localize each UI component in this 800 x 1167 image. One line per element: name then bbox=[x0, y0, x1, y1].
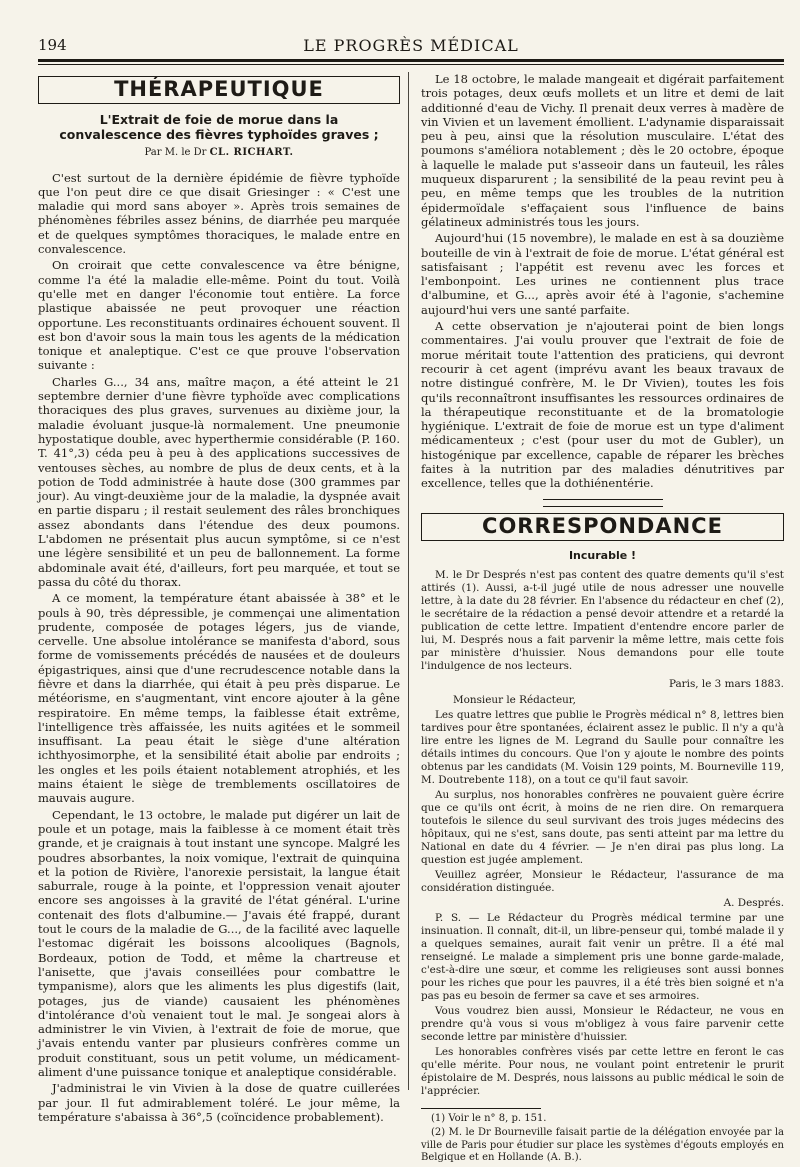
header-rule-thin bbox=[38, 64, 784, 65]
byline-author: CL. RICHART. bbox=[209, 147, 294, 159]
column-divider bbox=[408, 72, 409, 1090]
letter-paragraph: Veuillez agréer, Monsieur le Rédacteur, l'assurance de ma considération distinguée. bbox=[421, 868, 784, 894]
paragraph: Le 18 octobre, le malade mangeait et digérait parfaitement trois potages, deux œufs mollets et un litre et demi de lait additionné d'eau de Vichy. Il prenait deux verres à madère de vin Vivien et un lavement émollient. L'adynamie disparaissait peu à peu, ainsi que la résolution musculaire. L'état des poumons s'améliora notablement ; dès le 20 octobre, époque à laquelle le malade put s'asseoir dans un fauteuil, les râles muqueux disparurent ; la sensibilité de la peau revint peu à peu, en même temps que les troubles de la nutrition épidermoïdale s'effaçaient sous l'influence de bains gélatineux administrés tous les jours. bbox=[421, 72, 784, 229]
header-rule bbox=[38, 59, 784, 62]
right-column bbox=[421, 72, 784, 1167]
salutation: Monsieur le Rédacteur, bbox=[453, 693, 576, 706]
paragraph: On croirait que cette convalescence va être bénigne, comme l'a été la maladie elle-même. Point du tout. Voilà qu'elle met en danger l'économie tout entière. La force plastique abaissée ne peut provoquer une réaction opportune. Les reconstituants ordinaires échouent souvent. Il est bon d'avoir sous la main tous les agents de la médication tonique et analeptique. C'est ce que prouve l'observation suivante : bbox=[38, 258, 400, 373]
page-number: 194 bbox=[38, 36, 67, 54]
postscript-paragraph: P. S. — Le Rédacteur du Progrès médical termine par une insinuation. Il connaît, dit-il, un libre-penseur qui, tombé malade il y a quelques semaines, aurait fait venir un prêtre. Il a été mal renseigné. Le malade a simplement pris une bonne garde-malade, c'est-à-dire une sœur, et comme les religieuses sont aussi bonnes pour les riches que pour les pauvres, il a été très bien soigné et n'a pas pas eu besoin de fermer sa cave et ses armoires. bbox=[421, 911, 784, 1002]
section-title-therapeutique: THÉRAPEUTIQUE bbox=[114, 77, 324, 101]
correspondance-subtitle: Incurable ! bbox=[568, 548, 637, 562]
paragraph: Cependant, le 13 octobre, le malade put digérer un lait de poule et un potage, mais la faiblesse à ce moment était très grande, et je craignais à tout instant une syncope. Malgré les poudres absorbantes, la noix vomique, l'extrait de quinquina et la potion de Rivière, l'anorexie persistait, la langue était saburrale, rouge à la pointe, et l'oppression venait ajouter encore ses angoisses à la gravité de l'état général. L'urine contenait des flots d'albumine.— J'avais été frappé, durant tout le cours de la maladie de G..., de la facilité avec laquelle l'estomac digérait les boissons alcooliques (Bagnols, Bordeaux, potion de Todd, et même la chartreuse et l'anisette, que j'avais conseillées pour combattre le tympanisme), alors que les aliments les plus digestifs (lait, potages, jus de viande) causaient les phénomènes d'intolérance d'où venaient tout le mal. Je songeai alors à administrer le vin Vivien, à l'extrait de foie de morue, que j'avais entendu vanter par plusieurs confrères comme un produit constituant, sous un petit volume, un médicament-aliment d'une puissance tonique et analeptique considérable. bbox=[38, 807, 400, 1079]
left-column bbox=[38, 72, 400, 1126]
paragraph: A ce moment, la température étant abaissée à 38° et le pouls à 90, très dépressible, je commençai une alimentation prudente, composée de potages légers, jus de viande, cervelle. Une absolue intolérance se manifesta d'abord, sous forme de vomissements précédés de nausées et de douleurs épigastriques, ainsi que d'une recrudescence notable dans la fièvre et dans la diarrhée, qui était à peu près disparue. Le météorisme, en s'augmentant, vint encore ajouter à la gêne respiratoire. En même temps, la faiblesse était extrême, l'intelligence très affaissée, les nuits agitées et le sommeil insuffisant. La peau était le siège d'une altération ichthyosimorphe, et la sensibilité était abolie par endroits ; les ongles et les poils étaient notablement atrophiés, et les mains étaient le siège de tremblements oscillatoires de mauvais augure. bbox=[38, 591, 400, 806]
section-title-correspondance: CORRESPONDANCE bbox=[482, 513, 723, 538]
byline bbox=[38, 146, 400, 160]
footnote: (1) Voir le n° 8, p. 151. bbox=[431, 1112, 547, 1124]
article-title: L'Extrait de foie de morue dans la convalescence des fièvres typhoïdes graves ; bbox=[59, 112, 379, 143]
paragraph: C'est surtout de la dernière épidémie de fièvre typhoïde que l'on peut dire ce que disait Griesinger : « C'est une maladie qui mord sans aboyer ». Après trois semaines de phénomènes fébriles assez bénins, de diarrhée peu marquée et de quelques symptômes thoraciques, le malade entre en convalescence. bbox=[38, 170, 400, 257]
dateline: Paris, le 3 mars 1883. bbox=[668, 678, 784, 691]
correspondance-body bbox=[421, 569, 784, 1097]
footnote-rule bbox=[421, 1108, 541, 1109]
section-title-box bbox=[38, 76, 400, 104]
signature: A. Després. bbox=[723, 896, 784, 909]
paragraph: Aujourd'hui (15 novembre), le malade en est à sa douzième bouteille de vin à l'extrait de foie de morue. L'état général est satisfaisant ; l'appétit est revenu avec les forces et l'embonpoint. Les urines ne contiennent plus trace d'albumine, et G..., après avoir été à l'agonie, s'achemine aujourd'hui vers une santé parfaite. bbox=[421, 231, 784, 317]
journal-title: LE PROGRÈS MÉDICAL bbox=[303, 36, 519, 55]
footnotes bbox=[421, 1113, 784, 1165]
paragraph: Charles G..., 34 ans, maître maçon, a été atteint le 21 septembre dernier d'une fièvre typhoïde avec complications thoraciques des plus graves, survenues au dixième jour, la maladie évoluant jusque-là normalement. Une pneumonie hypostatique double, avec hyperthermie considérable (P. 160. T. 41°,3) céda peu à peu à des applications successives de ventouses sèches, au nombre de plus de deux cents, et à la potion de Todd administrée à haute dose (300 grammes par jour). Au vingt-deuxième jour de la maladie, la dyspnée avait en partie disparu ; il restait seulement des râles bronchiques assez abondants dans l'étendue des deux poumons. L'abdomen ne présentait plus aucun symptôme, si ce n'est une légère sensibilité et un peu de ballonnement. La forme abdominale avait été, d'ailleurs, fort peu marquée, et tout se passa du côté du thorax. bbox=[38, 374, 400, 589]
section-title-box bbox=[421, 513, 784, 541]
footnote: (2) M. le Dr Bourneville faisait partie de la délégation envoyée par la ville de Paris pour étudier sur place les systèmes d'égouts employés en Belgique et en Hollande (A. B.). bbox=[421, 1127, 784, 1163]
closing-paragraph: Les honorables confrères visés par cette lettre en feront le cas qu'elle mérite. Pour nous, ne voulant point entretenir le prurit épistolaire de M. Després, nous laissons au public médical le soin de l'apprécier. bbox=[421, 1045, 784, 1097]
paragraph: A cette observation je n'ajouterai point de bien longs commentaires. J'ai voulu prouver que l'extrait de foie de morue méritait toute l'attention des praticiens, qui devront recourir à cet agent (imprévu avant les beaux travaux de notre distingué confrère, M. le Dr Vivien), toutes les fois qu'ils reconnaîtront insuffisantes les ressources ordinaires de la thérapeutique reconstituante et de la bromatologie hygiénique. L'extrait de foie de morue est un type d'aliment médicamenteux ; c'est (pour user du mot de Gubler), un histogénique par excellence, capable de réparer les brèches faites à la nutrition par des maladies dénutritives par excellence, telles que la dothiénentérie. bbox=[421, 319, 784, 491]
paragraph: J'administrai le vin Vivien à la dose de quatre cuillerées par jour. Il fut admirablement toléré. Le jour même, la température s'abaissa à 36°,5 (coïncidence probablement). bbox=[38, 1081, 400, 1124]
section-ornament bbox=[543, 499, 663, 507]
byline-prefix: Par M. le Dr bbox=[144, 147, 207, 159]
postscript-paragraph: Vous voudrez bien aussi, Monsieur le Rédacteur, ne vous en prendre qu'à vous si vous m'obligez à vous faire parvenir cette seconde lettre par ministère d'huissier. bbox=[421, 1004, 784, 1043]
letter-paragraph: Au surplus, nos honorables confrères ne pouvaient guère écrire que ce qu'ils ont écrit, à moins de ne rien dire. On remarquera toutefois le silence du seul survivant des trois juges médecins des hôpitaux, qui ne s'est, sans doute, pas senti atteint par ma lettre du National en date du 4 février. — Je n'en dirai pas plus long. La question est jugée amplement. bbox=[421, 788, 784, 866]
letter-paragraph: Les quatre lettres que publie le Progrès médical n° 8, lettres bien tardives pour être spontanées, éclairent assez le public. Il n'y a qu'à lire entre les lignes de M. Legrand du Saulle pour connaître les détails intimes du concours. Que l'on y ajoute le nombre des points obtenus par les candidats (M. Voisin 129 points, M. Bourneville 119, M. Doutrebente 118), on a tout ce qu'il faut savoir. bbox=[421, 708, 784, 786]
intro-paragraph: M. le Dr Després n'est pas content des quatre dements qu'il s'est attirés (1). Aussi, a-t-il jugé utile de nous adresser une nouvelle lettre, à la date du 28 février. En l'absence du rédacteur en chef (2), le secrétaire de la rédaction a pensé devoir attendre et a retardé la publication de cette lettre. Impatient d'entendre encore parler de lui, M. Després nous a fait parvenir la même lettre, mais cette fois par ministère d'huissier. Nous demandons pour elle toute l'indulgence de nos lecteurs. bbox=[421, 569, 784, 673]
